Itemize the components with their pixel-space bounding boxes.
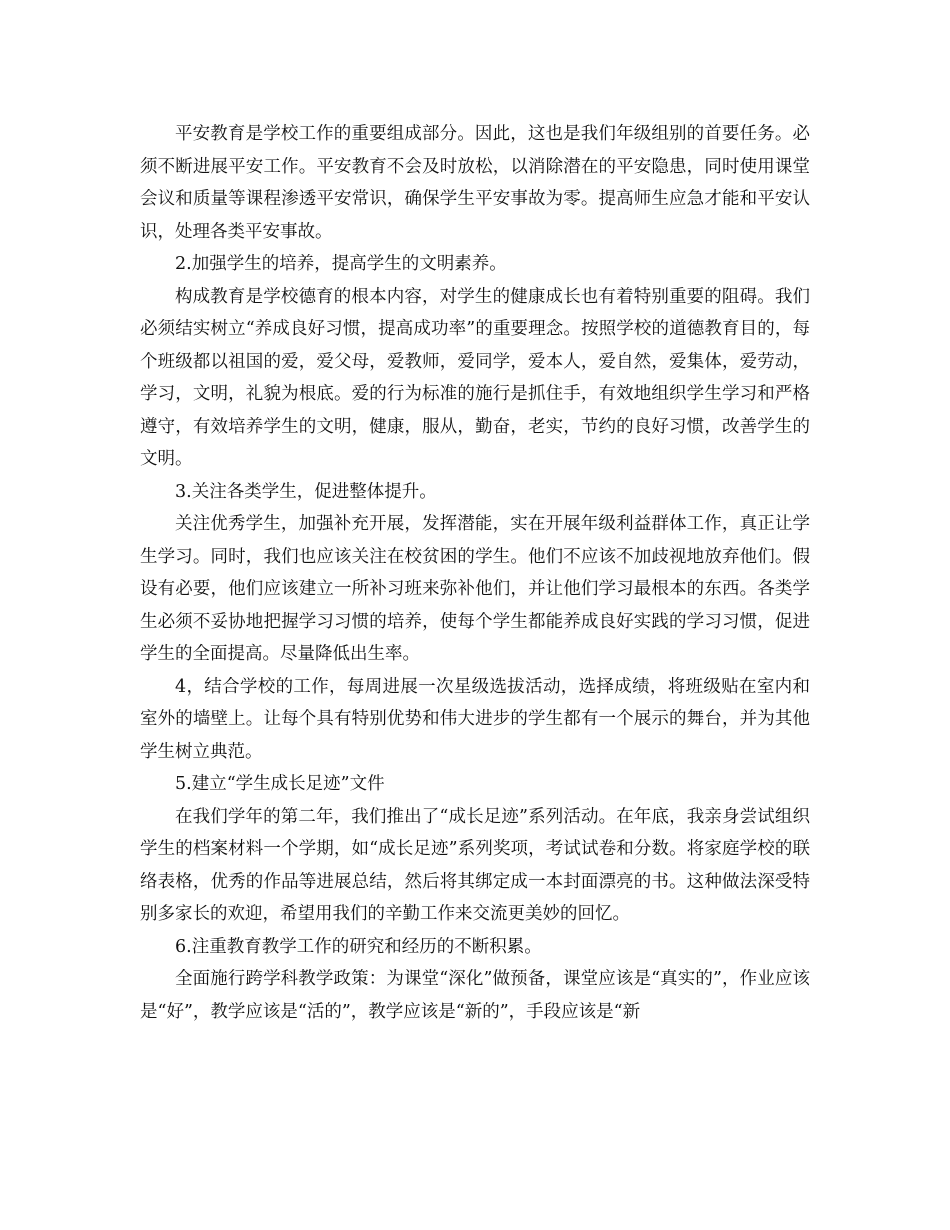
section-heading-2: 2.加强学生的培养，提高学生的文明素养。 xyxy=(175,254,507,274)
paragraph-growth-footprint: 在我们学年的第二年，我们推出了“成长足迹”系列活动。在年底，我亲身尝试组织学生的档案材料一个学期，如“成长足迹”系列奖项，考试试卷和分数。将家庭学校的联络表格，优秀的作品等进展总结，然后将其绑定成一本封面漂亮的书。这种做法深受特别多家长的欢迎，希望用我们的辛勤工作来交流更美妙的回忆。 xyxy=(140,806,810,924)
paragraph-student-care: 关注优秀学生，加强补充开展，发挥潜能，实在开展年级利益群体工作，真正让学生学习。同时，我们也应该关注在校贫困的学生。他们不应该不加歧视地放弃他们。假设有必要，他们应该建立一所补习班来弥补他们，并让他们学习最根本的东西。各类学生必须不妥协地把握学习习惯的培养，使每个学生都能养成良好实践的学习习惯，促进学生的全面提高。尽量降低出生率。 xyxy=(140,514,810,664)
paragraph-star-selection: 4，结合学校的工作，每周进展一次星级选拔活动，选择成绩，将班级贴在室内和室外的墙壁上。让每个具有特别优势和伟大进步的学生都有一个展示的舞台，并为其他学生树立典范。 xyxy=(140,676,810,762)
section-heading-5: 5.建立“学生成长足迹”文件 xyxy=(175,774,385,794)
paragraph-safety-education: 平安教育是学校工作的重要组成部分。因此，这也是我们年级组别的首要任务。必须不断进展平安工作。平安教育不会及时放松，以消除潜在的平安隐患，同时使用课堂会议和质量等课程渗透平安常识，确保学生平安事故为零。提高师生应急才能和平安认识，处理各类平安事故。 xyxy=(140,124,810,242)
paragraph-habit-education: 构成教育是学校德育的根本内容，对学生的健康成长也有着特别重要的阻碍。我们必须结实树立“养成良好习惯，提高成功率”的重要理念。按照学校的道德教育目的，每个班级都以祖国的爱，爱父母，爱教师，爱同学，爱本人，爱自然，爱集体，爱劳动，学习，文明，礼貌为根底。爱的行为标准的施行是抓住手，有效地组织学生学习和严格遵守，有效培养学生的文明，健康，服从，勤奋，老实，节约的良好习惯，改善学生的文明。 xyxy=(140,286,810,469)
section-heading-3: 3.关注各类学生，促进整体提升。 xyxy=(175,481,437,502)
document-page xyxy=(140,118,810,1028)
paragraph-teaching-policy: 全面施行跨学科教学政策：为课堂“深化”做预备，课堂应该是“真实的”，作业应该是“好”，教学应该是“活的”，教学应该是“新的”，手段应该是“新 xyxy=(140,969,810,1022)
section-heading-6: 6.注重教育教学工作的研究和经历的不断积累。 xyxy=(175,936,542,957)
